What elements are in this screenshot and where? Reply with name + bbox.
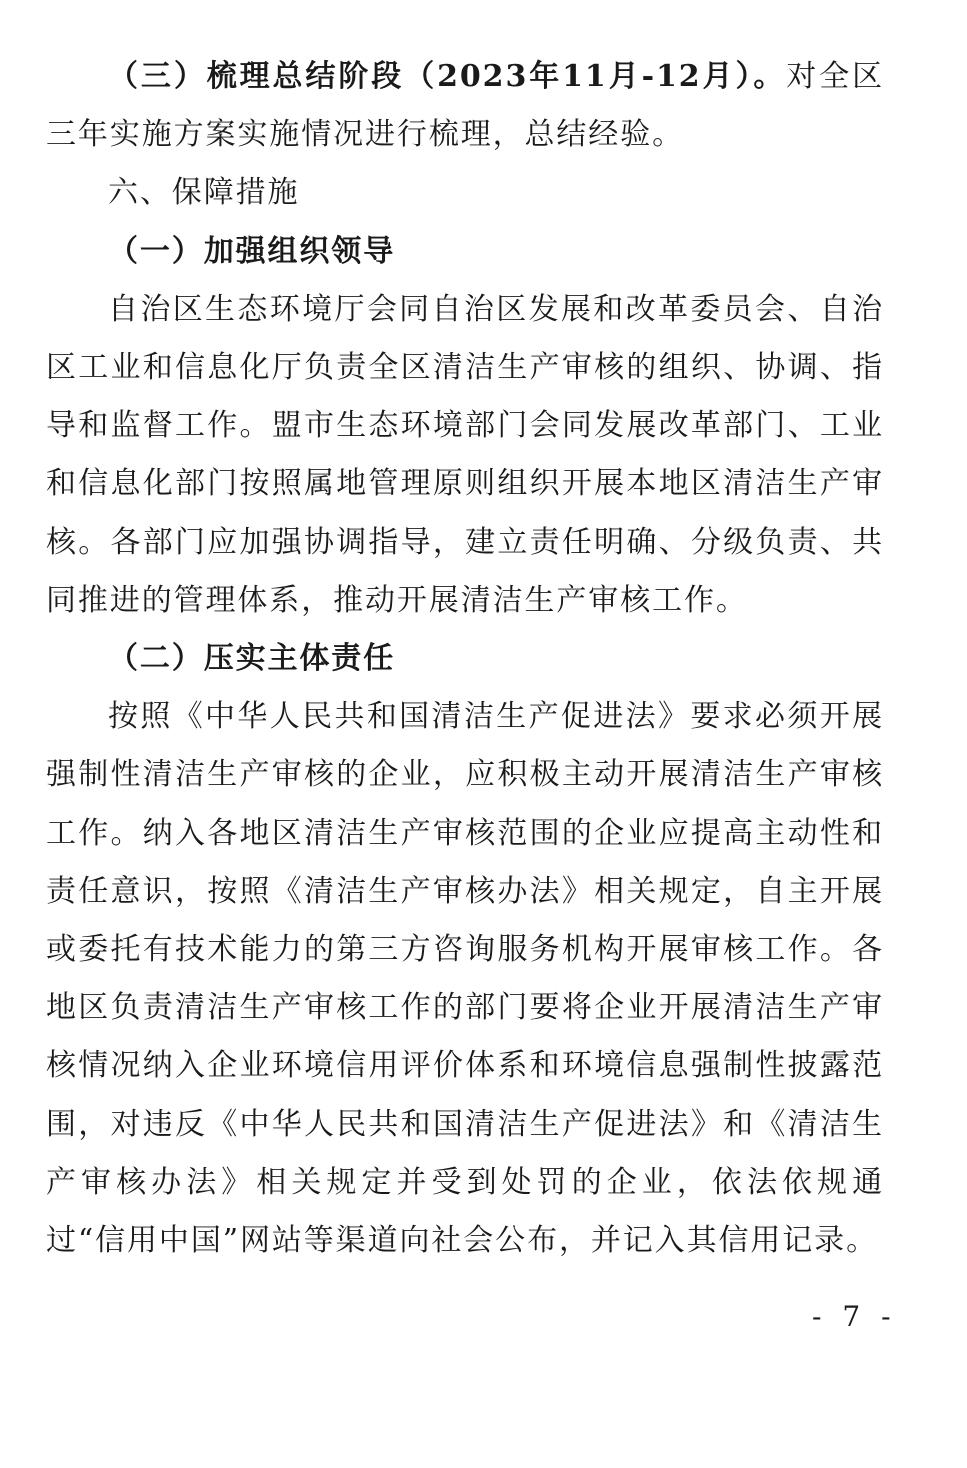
chapter6-title: 六、保障措施 — [108, 175, 300, 211]
document-page — [46, 48, 884, 1270]
page-number: - 7 - — [812, 1300, 897, 1333]
subsection2-heading: （二）压实主体责任 — [108, 641, 396, 677]
section3-body: 对全区三年实施方案实施情况进行梳理，总结经验。 — [46, 59, 885, 153]
section3-heading: （三）梳理总结阶段（2023年11月-12月）。 — [108, 59, 787, 94]
section3-paragraph — [46, 48, 884, 164]
subsection1-heading: （一）加强组织领导 — [108, 233, 396, 269]
subsection2-body: 按照《中华人民共和国清洁生产促进法》要求必须开展强制性清洁生产审核的企业，应积极主动开展清洁生产审核工作。纳入各地区清洁生产审核范围的企业应提高主动性和责任意识，按照《清洁生产审核办法》相关规定，自主开展或委托有技术能力的第三方咨询服务机构开展审核工作。各地区负责清洁生产审核工作的部门要将企业开展清洁生产审核情况纳入企业环境信用评价体系和环境信息强制性披露范围，对违反《中华人民共和国清洁生产促进法》和《清洁生产审核办法》相关规定并受到处罚的企业，依法依规通过“信用中国”网站等渠道向社会公布，并记入其信用记录。 — [46, 699, 884, 1259]
subsection1-body: 自治区生态环境厅会同自治区发展和改革委员会、自治区工业和信息化厅负责全区清洁生产审核的组织、协调、指导和监督工作。盟市生态环境部门会同发展改革部门、工业和信息化部门按照属地管理原则组织开展本地区清洁生产审核。各部门应加强协调指导，建立责任明确、分级负责、共同推进的管理体系，推动开展清洁生产审核工作。 — [46, 291, 884, 618]
